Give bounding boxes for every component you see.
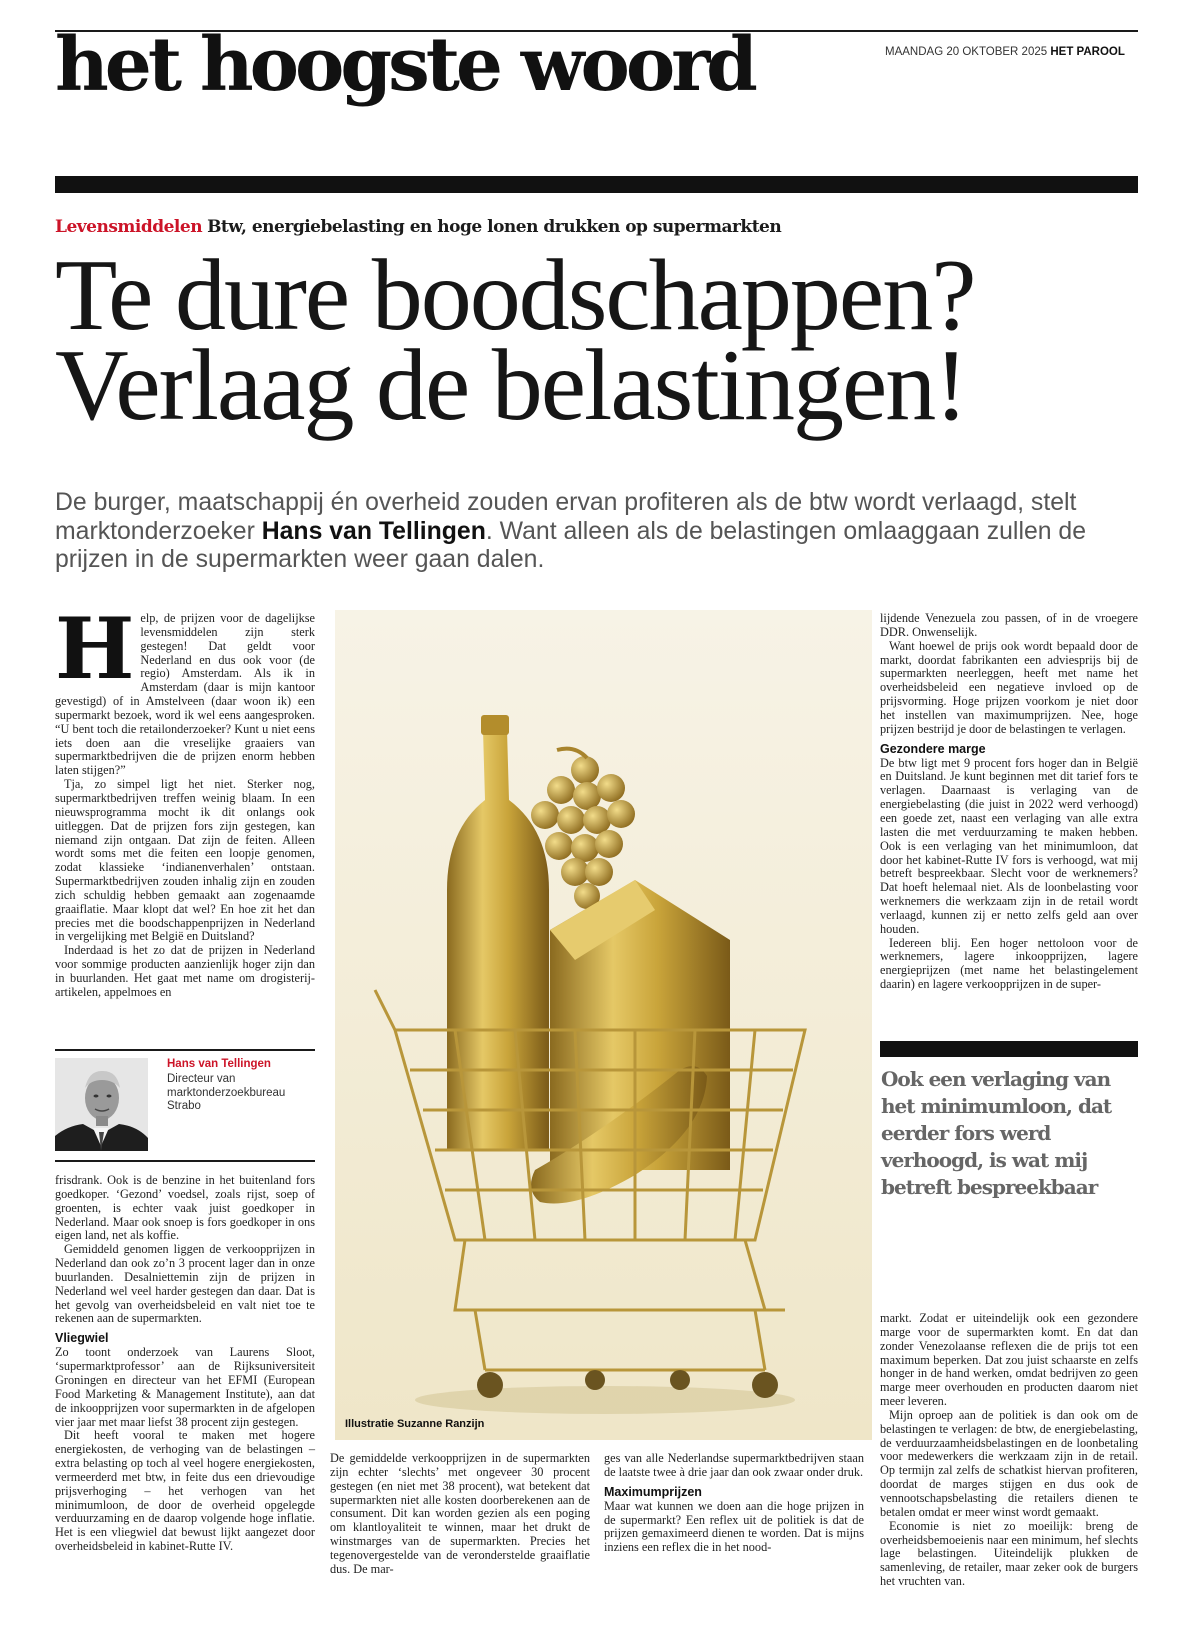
subheading: Gezondere marge bbox=[880, 741, 986, 756]
article-column-4b bbox=[880, 1312, 1138, 1589]
subheading: Vliegwiel bbox=[55, 1331, 109, 1346]
subheading: Maximumprijzen bbox=[604, 1484, 702, 1499]
author-role: Directeur van marktonderzoekbureau Strabo bbox=[167, 1073, 286, 1112]
author-box-rule-top bbox=[55, 1049, 315, 1051]
paragraph: Economie is niet zo moeilijk: breng de overheidsbemoeienis naar een minimum, hef slechts lage belastingen. Uiteindelijk plukken de samenleving, de retailer, maar zeker ook de burgers het vruchten van. bbox=[880, 1518, 1138, 1589]
paragraph: De btw ligt met 9 procent fors hoger dan in België en Duitsland. Je kunt beginnen met dit tarief fors te verlagen. Daarnaast is verlaging van de energiebelasting (die juist in 2022 werd verhoogd) een goede zet, naast een verlaging van alle extra lasten die met verduurzaming te maken hebben. Ook is een verlaging van het minimumloon, dat door het kabinet-Rutte IV fors is verhoogd, wat mij betreft bespreekbaar. Slecht voor de werknemers? Dat hoeft helemaal niet. Als de loonbelasting voor werknemers die werkzaam zijn in de retail wordt verlaagd, kunnen zij er netto zelfs geld aan over houden. bbox=[880, 755, 1138, 936]
illustration-golden-shopping-cart bbox=[335, 610, 872, 1440]
paragraph: lijdende Venezuela zou passen, of in de vroegere DDR. Onwenselijk. bbox=[880, 611, 1138, 639]
article-column-3 bbox=[604, 1452, 864, 1555]
paragraph: Tja, zo simpel ligt het niet. Sterker nog, supermarktbedrijven treffen weinig blaam. In een nieuwsprogramma mocht ik dit onlangs ook uitleggen. Dat de prijzen fors zijn gestegen, kan niemand zijn ontgaan. Dat zijn de feiten. Alleen wordt soms met die feiten een loopje genomen, zodat klassieke ‘indianenverhalen’ ontstaan. Supermarktbedrijven zouden inhalig zijn en zouden zich schuldig hebben gemaakt aan zogenaamde graaiflatie. Maar klopt dat wel? En hoe zit het dan precies met die boodschappenprijzen in Nederland in vergelijking met België en Duitsland? bbox=[55, 777, 315, 944]
article-column-1b bbox=[55, 1174, 315, 1554]
paragraph: Maar wat kunnen we doen aan die hoge prijzen in de supermarkt? Een reflex uit de politiek is dat de prijzen gemaximeerd dienen te worden. Dat is mijns inziens een reflex die in het nood- bbox=[604, 1498, 864, 1555]
paragraph: ges van alle Nederlandse supermarktbedrijven staan de laatste twee à drie jaar dan ook zwaar onder druk. bbox=[604, 1451, 864, 1479]
paragraph: frisdrank. Ook is de benzine in het buitenland fors goedkoper. ‘Gezond’ voedsel, zoals rijst, soep of groenten, is echter vaak juist goedkoper in Nederland. Maar ook snoep is fors goedkoper in ons eigen land, net als koffie. bbox=[55, 1173, 315, 1243]
author-photo bbox=[55, 1058, 148, 1151]
pull-quote-rule bbox=[880, 1041, 1138, 1057]
masthead-title: het hoogste woord bbox=[55, 22, 754, 108]
paragraph: Zo toont onderzoek van Laurens Sloot, ‘supermarktprofessor’ aan de Rijksuniversiteit Groningen en directeur van het EFMI (European Food Marketing & Management Institute), aan dat de inkoopprijzen voor supermarkten in de afgelopen vier jaar met maar liefst 38 procent zijn gestegen. bbox=[55, 1345, 315, 1429]
pull-quote: Ook een verlaging van het minimumloon, dat eerder fors werd verhoogd, is wat mij betreft bespreekbaar bbox=[881, 1067, 1112, 1199]
paragraph: Want hoewel de prijs ook wordt bepaald door de markt, doordat fabrikanten een adviesprijs bij de supermarkten neerleggen, heeft met name het overheidsbeleid een negatieve invloed op de prijsvorming. Hoge prijzen voorkom je niet door het instellen van maximumprijzen. Nee, hoge prijzen bestrijd je door de belastingen te verlagen. bbox=[880, 638, 1138, 736]
paper-name: HET PAROOL bbox=[1050, 46, 1125, 58]
article-column-1a bbox=[55, 599, 315, 1000]
date: MAANDAG 20 OKTOBER 2025 bbox=[885, 46, 1048, 58]
kicker bbox=[55, 217, 781, 237]
paragraph: markt. Zodat er uiteindelijk ook een gezondere marge voor de supermarkten komt. En dat dan zonder Venezolaanse reflexen die de prijs tot een maximum beperken. Dat zou juist schaarste en zelfs honger in de hand werken, omdat bedrijven zo geen marge meer overhouden en producten daarom niet meer leveren. bbox=[880, 1311, 1138, 1409]
paragraph: Mijn oproep aan de politiek is dan ook om de belastingen te verlagen: de btw, de energiebelasting, de verduurzaamheidsbelastingen en de loonbetaling voor medewerkers die werkzaam zijn in de retail. Op termijn zal zelfs de schatkist hiervan profiteren, doordat de marges stijgen en dus ook de vennootschapsbelasting die retailers dienen te betalen omdat er meer winst wordt gemaakt. bbox=[880, 1407, 1138, 1519]
author-box-rule-bottom bbox=[55, 1160, 315, 1162]
illustration-credit: Illustratie Suzanne Ranzijn bbox=[345, 1418, 485, 1430]
section-rule bbox=[55, 176, 1138, 193]
lede-text-1: De burger, maatschappij én overheid zouden ervan profiteren als de btw wordt verlaagd, stelt marktonderzoeker bbox=[55, 489, 1077, 545]
author-name: Hans van Tellingen bbox=[167, 1058, 271, 1070]
lede-author-name: Hans van Tellingen bbox=[261, 517, 486, 545]
paragraph: elp, de prijzen voor de dagelijkse levensmiddelen zijn sterk gestegen! Dat geldt voor Nederland en dus ook voor (de regio) Amsterdam. Als ik in Amsterdam (daar is mijn kantoor gevestigd) of in Amstelveen (daar woon ik) een supermarkt bezoek, word ik wel eens aangesproken. “U bent toch die retailonderzoeker? Kunt u niet eens iets doen aan die vreselijke graaiers van supermarktbedrijven die de prijzen enorm hebben laten stijgen?” bbox=[55, 611, 315, 778]
headline-line-1: Te dure boodschappen? bbox=[55, 239, 975, 352]
lede-text-2: . Want alleen als de belastingen omlaaggaan zullen de prijzen in de supermarkten weer gaan dalen. bbox=[55, 517, 1087, 573]
paragraph: De gemiddelde verkoopprijzen in de supermarkten zijn echter ‘slechts’ met ongeveer 30 procent gestegen (en niet met 38 procent), wat betekent dat supermarkten niet alle kosten doorberekenen aan de consument. Dit kan worden gezien als een poging om klantloyaliteit te winnen, maar het drukt de winstmarges van de supermarkten. Precies het tegenovergestelde van de veronderstelde graaiflatie dus. De mar- bbox=[330, 1451, 590, 1576]
headline bbox=[55, 239, 975, 442]
kicker-section: Levensmiddelen bbox=[55, 217, 203, 237]
paragraph: Gemiddeld genomen liggen de verkoopprijzen in Nederland dan ook zo’n 3 procent lager dan in onze buurlanden. Desalniettemin zijn de prijzen in Nederland wel veel harder gestegen dan daar. Dat is het gevolg van overheidsbeleid en valt niet toe te rekenen aan de supermarkten. bbox=[55, 1242, 315, 1326]
headline-line-2: Verlaag de belastingen! bbox=[55, 329, 967, 442]
lede bbox=[55, 489, 1135, 575]
paragraph: Iedereen blij. Een hoger nettoloon voor de werknemers, lagere inkoopprijzen, lagere energieprijzen (met name het belastingelement daarin) en lagere verkoopprijzen in de super- bbox=[880, 935, 1138, 992]
paragraph: Dit heeft vooral te maken met hogere energiekosten, de verhoging van de belastingen – extra belasting op toch al veel hogere energiekosten, vermeerderd met btw, in feite dus een drievoudige prijsverhoging – het verhogen van het minimumloon, de door de overheid opgelegde verduurzaming en de daarop volgende hoge inflatie. Het is een vliegwiel dat bewust lijkt aangezet door overheidsbeleid in kabinet-Rutte IV. bbox=[55, 1428, 315, 1554]
drop-cap: H bbox=[55, 599, 135, 698]
paragraph: Inderdaad is het zo dat de prijzen in Nederland voor sommige producten aanzienlijk hoger zijn dan in buurlanden. Het gaat met name om drogisterij-artikelen, appelmoes en bbox=[55, 943, 315, 999]
article-column-2 bbox=[330, 1452, 590, 1577]
dateline bbox=[885, 46, 1125, 58]
article-column-4a bbox=[880, 612, 1138, 992]
kicker-text: Btw, energiebelasting en hoge lonen drukken op supermarkten bbox=[207, 217, 782, 237]
